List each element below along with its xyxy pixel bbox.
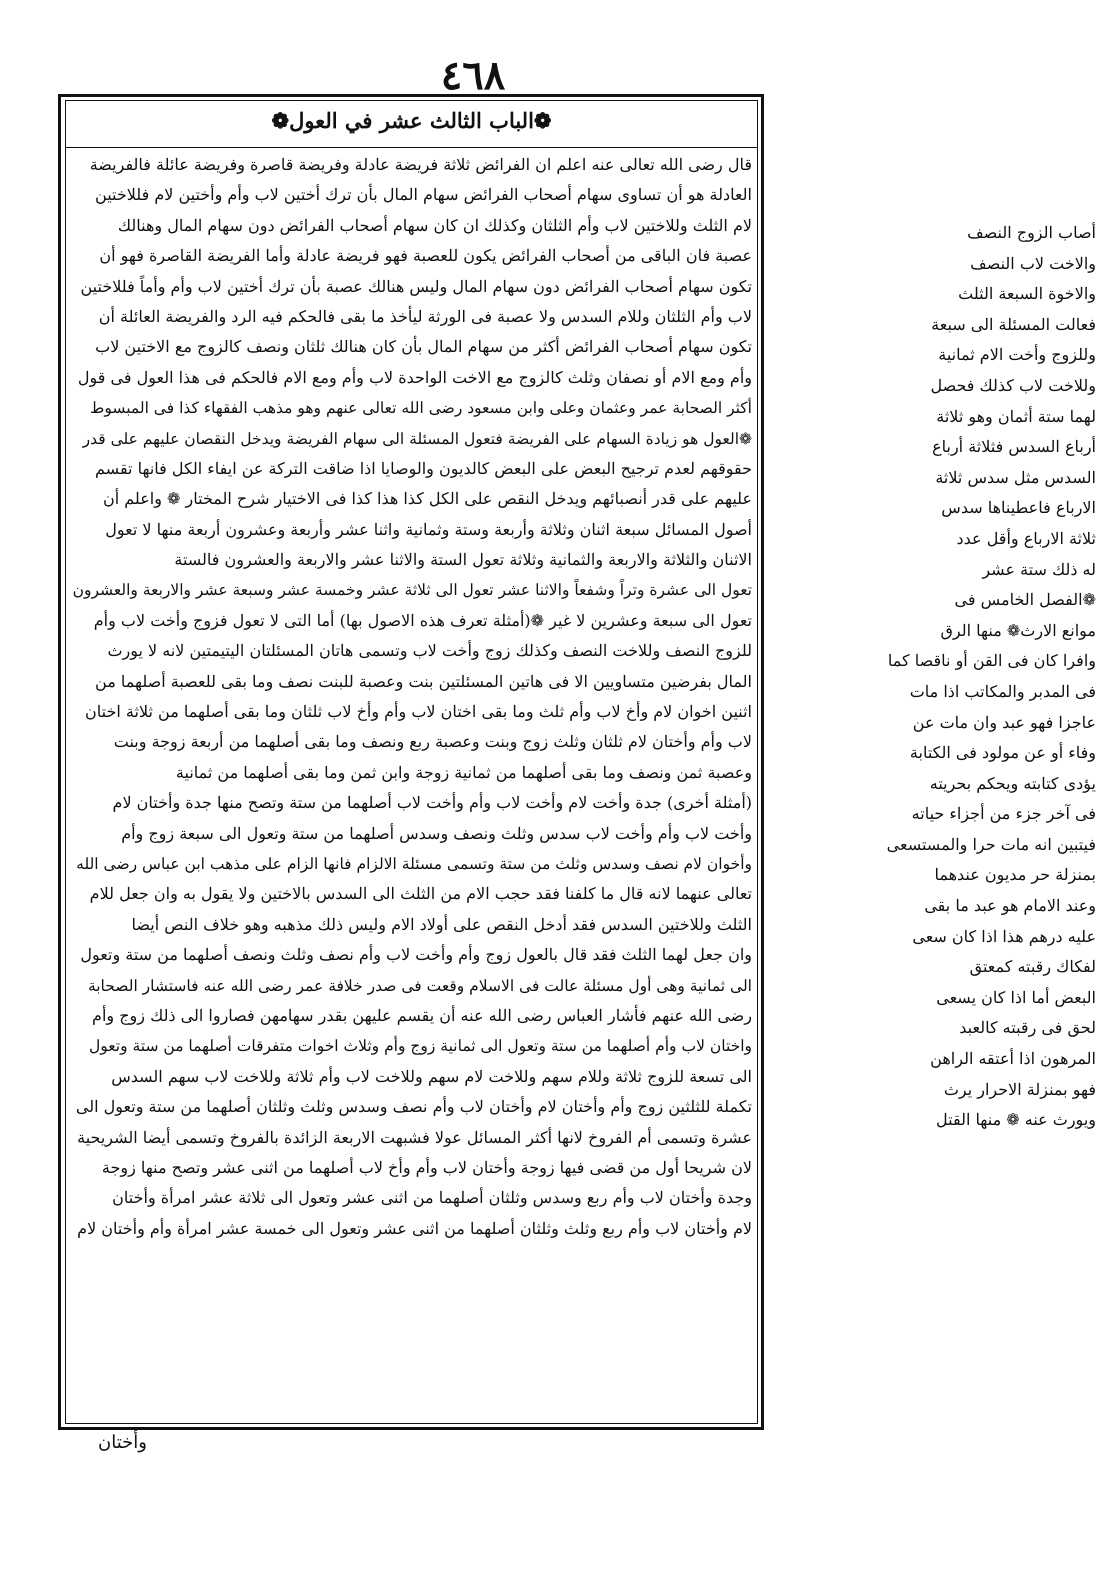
text-line: عصبة فان الباقى من أصحاب الفرائض يكون للعصبة فهو فريضة عادلة وأما الفريضة القاصرة فهو أن [99,246,752,266]
margin-note-line: وعند الامام هو عبد ما بقى [924,896,1096,916]
margin-note-line: فعالت المسئلة الى سبعة [931,314,1096,334]
margin-note-line: عليه درهم هذا اذا كان سعى [912,926,1096,946]
margin-note-line: فى آخر جزء من أجزاء حياته [911,804,1096,824]
margin-note-line: يؤدى كتابته ويحكم بحريته [929,773,1096,793]
text-line: وان جعل لهما الثلث فقد قال بالعول زوج وأم وأخت لاب وأم نصف وثلث ونصف أصلهما من ستة وتعول [80,945,752,965]
text-line: رضى الله عنهم فأشار العباس رضى الله عنه أن يقسم عليهن بقدر سهامهن فصاروا الى ذلك زوج وأم [92,1005,752,1025]
text-line: وأم ومع الام أو نصفان وثلث كالزوج مع الاخت الواحدة لاب وأم ومع الام فالحكم فى هذا العول فى قول [77,367,752,387]
text-line: للزوج النصف وللاخت النصف وكذلك زوج وأخت لاب وتسمى هاتان المسئلتان اليتيمتين لانه لا يورث [107,641,752,661]
margin-note-line: والاخوة السبعة الثلث [958,284,1096,304]
text-line: الاثنان والثلاثة والاربعة والثمانية وثلاثة تعول الستة والاثنا عشر والاربعة والعشرون فالستة [174,550,752,570]
text-line: تعول الى عشرة وتراً وشفعاً والاثنا عشر تعول الى ثلاثة عشر وخمسة عشر وسبعة عشر والاربعة والعشرون [72,581,752,600]
text-line: لام وأختان لاب وأم ربع وثلث وثلثان أصلهما من اثنى عشر وتعول الى خمسة عشر امرأة وأم وأختان لام [77,1218,752,1238]
margin-note-line: الارباع فاعطيناها سدس [941,498,1096,518]
margin-note-line: المرهون اذا أعتقه الراهن [930,1049,1096,1069]
margin-note-line: موانع الارث❁ منها الرق [940,620,1096,640]
margin-note-line: البعض أما اذا كان يسعى [936,987,1096,1007]
text-line: (أمثلة أخرى) جدة وأخت لام وأخت لاب وأم وأخت لاب أصلهما من ستة وتصح منها جدة وأختان لام [112,793,752,813]
text-line: اثنين اخوان لام وأخ لاب وأم ثلث وما بقى اختان لاب وأم وأخ لاب ثلثان وما بقى أصلهما من ثلاثة اختان [85,702,752,722]
text-line: قال رضى الله تعالى عنه اعلم ان الفرائض ثلاثة فريضة عادلة وفريضة قاصرة وفريضة عائلة فالفريضة [89,155,752,174]
text-line: تكون سهام أصحاب الفرائض أكثر من سهام المال بأن كان هنالك ثلثان ونصف كالزوج مع الاختين لاب [95,337,752,357]
margin-note-line: أصاب الزوج النصف [967,223,1096,242]
text-line: وأخوان لام نصف وسدس وثلث من ستة وتسمى مسئلة الالزام فانها الزام على مذهب ابن عباس رضى الله [76,854,752,873]
margin-note-line: لحق فى رقبته كالعبد [959,1018,1096,1038]
text-line: أكثر الصحابة عمر وعثمان وعلى وابن مسعود رضى الله تعالى عنهم وهو مذهب الفقهاء كذا فى المبسوط [90,399,752,418]
margin-note-line: وفاء أو عن مولود فى الكتابة [909,743,1096,763]
text-line: الثلث وللاختين السدس فقد أدخل النقص على أولاد الام وليس ذلك مذهبه وهو خلاف النص أيضا [131,914,752,934]
text-line: واختان لاب وأم أصلهما من ستة وتعول الى ثمانية زوج وأم وثلاث اخوات متفرقات أصلهما من ستة وتعول [89,1037,752,1056]
text-line: وعصبة ثمن ونصف وما بقى أصلهما من ثمانية زوجة وابن ثمن وما بقى أصلهما من ثمانية [175,762,752,782]
heading-divider [66,147,757,148]
chapter-heading: ❁الباب الثالث عشر في العول❁ [271,108,552,133]
page-number: ٤٦٨ [440,52,506,99]
margin-note-line: ❁الفصل الخامس فى [954,590,1096,610]
margin-note-line: السدس مثل سدس ثلاثة [935,467,1096,487]
margin-note-line: ويورث عنه ❁ منها القتل [936,1110,1096,1130]
text-line: لان شريحا أول من قضى فيها زوجة وأختان لاب وأم وأخ لاب أصلهما من اثنى عشر وتصح منها زوجة [101,1157,752,1177]
text-line: تكملة للثلثين زوج وأم وأختان لام وأختان لاب وأم نصف وسدس وثلث وثلثان أصلهما من ستة وتعول الى [75,1097,752,1117]
text-line: أصول المسائل سبعة اثنان وثلاثة وأربعة وستة وثمانية واثنا عشر وأربعة وعشرون أربعة منها لا تعول [105,519,752,539]
text-line: حقوقهم لعدم ترجيح البعض على البعض كالديون والوصايا اذا ضاقت التركة عن ايفاء الكل فانها تقسم [95,458,752,478]
margin-note-line: أرباع السدس فثلاثة أرباع [932,437,1096,457]
catchword: وأختان [98,1432,147,1453]
text-line: تعول الى سبعة وعشرين لا غير ❁(أمثلة تعرف هذه الاصول بها) أما التى لا تعول فزوج وأخت لاب وأم [93,610,752,630]
margin-note-line: والاخت لاب النصف [970,253,1096,273]
margin-note-line: فيتبين انه مات حرا والمستسعى [886,834,1096,854]
margin-note-line: فهو بمنزلة الاحرار يرث [943,1079,1096,1099]
margin-note-line: وافرا كان فى القن أو ناقصا كما [887,651,1096,671]
text-line: ❁العول هو زيادة السهام على الفريضة فتعول المسئلة الى سهام الفريضة ويدخل النقصان عليهم على قدر [82,429,752,448]
text-line: وجدة وأختان لاب وأم ربع وسدس وثلثان أصلهما من اثنى عشر وتعول الى ثلاثة عشر امرأة وأختان [112,1188,752,1208]
text-line: عليهم على قدر أنصبائهم ويدخل النقص على الكل كذا هذا كذا فى الاختيار شرح المختار ❁ واعلم أن [102,489,752,509]
margin-commentary [764,218,1096,1136]
margin-note-line: لهما ستة أثمان وهو ثلاثة [936,406,1096,426]
text-line: وأخت لاب وأم وأخت لاب سدس وثلث ونصف وسدس أصلهما من ستة وتعول الى سبعة زوج وأم [121,823,752,843]
margin-note-line: وللزوج وأخت الام ثمانية [938,345,1096,365]
text-line: عشرة وتسمى أم الفروخ لانها أكثر المسائل عولا فشبهت الاربعة الزائدة بالفروخ وتسمى أيضا الشريحية [77,1127,752,1147]
margin-note-line: بمنزلة حر مديون عندهما [934,865,1096,885]
text-line: الى تسعة للزوج ثلاثة وللام سهم وللاخت لام سهم وللاخت لاب وأم ثلاثة وللاخت لاب سهم السدس [111,1066,752,1086]
text-line: المال بفرضين متساويين الا فى هاتين المسئلتين بنت وعصبة للبنت نصف وما بقى للعصبة أصلهما من [95,671,752,691]
text-line: الى ثمانية وهى أول مسئلة عالت فى الاسلام وقعت فى صدر خلافة عمر رضى الله عنه فاستشار الصحابة [87,976,752,995]
text-line: تعالى عنهما لانه قال ما كلفنا فقد حجب الام من الثلث الى السدس بالاختين ولا يقول به وان جعل للام [89,884,752,904]
text-line: العادلة هو أن تساوى سهام أصحاب الفرائض سهام المال بأن ترك أختين لاب وأم وأختين لام فللاختين [95,185,752,205]
margin-note-line: له ذلك ستة عشر [982,559,1096,579]
margin-note-line: ثلاثة الارباع وأقل عدد [956,528,1096,548]
margin-note-line: لفكاك رقبته كمعتق [969,957,1096,977]
margin-note-line: فى المدبر والمكاتب اذا مات [909,681,1096,701]
main-text-block [72,150,752,1244]
text-line: لاب وأم الثلثان وللام السدس ولا عصبة فى الورثة ليأخذ ما بقى فالحكم فيه الرد والفريضة العائلة أن [98,306,752,326]
text-line: تكون سهام أصحاب الفرائض دون سهام المال وليس هنالك عصبة بأن ترك أختين لاب وأم وأماً فللاختين [80,276,752,296]
text-line: لام الثلث وللاختين لاب وأم الثلثان وكذلك ان كان سهام أصحاب الفرائض دون سهام المال وهنالك [117,215,752,235]
margin-note-line: عاجزا فهو عبد وان مات عن [912,712,1096,732]
margin-note-line: وللاخت لاب كذلك فحصل [930,375,1096,395]
text-line: لاب وأم وأختان لام ثلثان وثلث زوج وبنت وعصبة ربع ونصف وما بقى أصلهما من أربعة زوجة وبنت [113,732,752,752]
